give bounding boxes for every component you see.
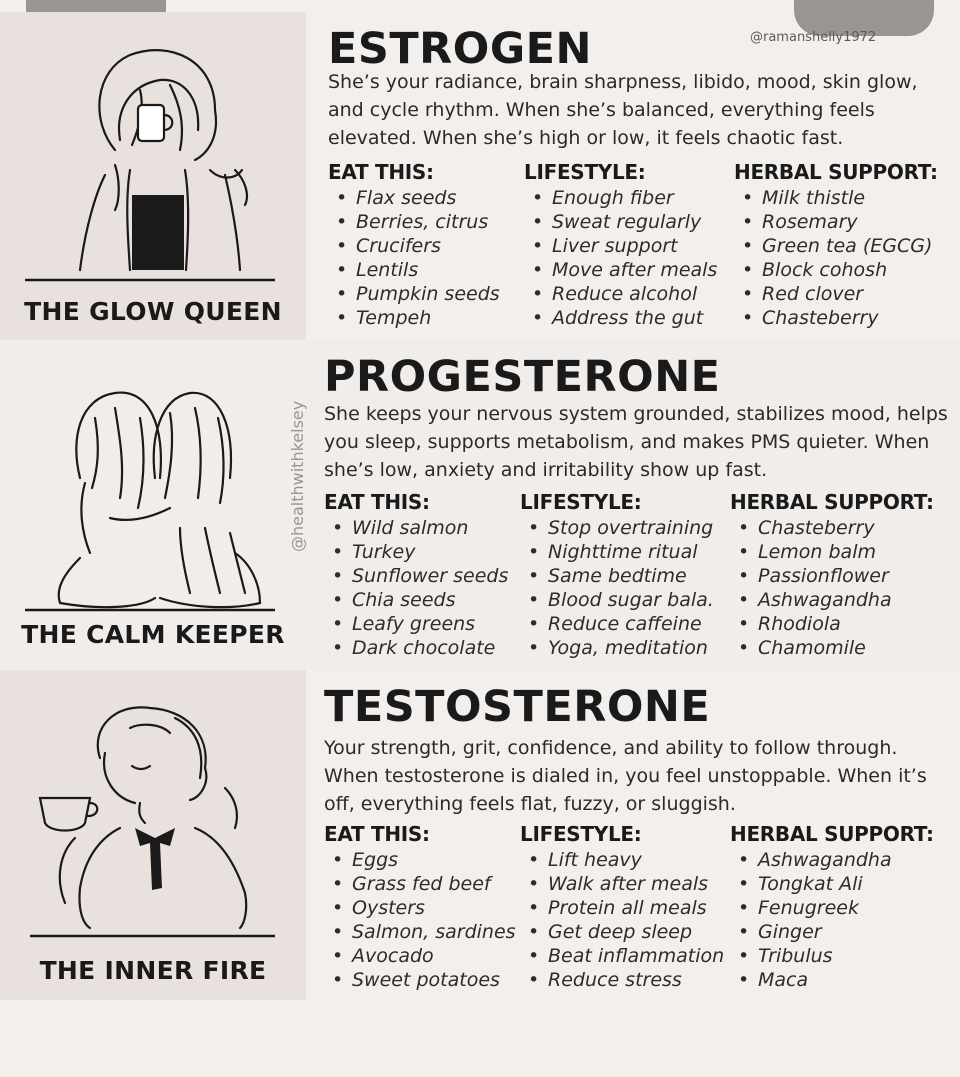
recommendation-columns: [324, 488, 954, 668]
list-item: • Berries, citrus: [328, 210, 500, 234]
herbal-heading: HERBAL SUPPORT:: [734, 160, 938, 184]
list-item: • Rosemary: [734, 210, 938, 234]
hormone-title: ESTROGEN: [328, 24, 592, 74]
list-item: • Ashwagandha: [730, 588, 934, 612]
list-item: • Yoga, meditation: [520, 636, 714, 660]
list-item: • Reduce caffeine: [520, 612, 714, 636]
list-item: • Wild salmon: [324, 516, 508, 540]
list-item: • Same bedtime: [520, 564, 714, 588]
hormone-description: Your strength, grit, confidence, and ability to follow through. When testosterone is dialed in, you feel unstoppable. When it’s off, everything feels flat, fuzzy, or sluggish.: [324, 737, 927, 815]
hormone-title: PROGESTERONE: [324, 352, 721, 402]
hormone-description: She keeps your nervous system grounded, stabilizes mood, helps you sleep, supports metabolism, and makes PMS quieter. When she’s low, anxiety and irritability show up fast.: [324, 403, 948, 481]
eat-column: [324, 820, 516, 992]
list-item: • Ashwagandha: [730, 848, 934, 872]
woman-drinking-coffee-illustration: [20, 30, 285, 290]
glow-queen-panel: [0, 12, 306, 340]
panel-name: THE INNER FIRE: [39, 956, 267, 985]
list-item: • Liver support: [524, 234, 717, 258]
list-item: • Leafy greens: [324, 612, 508, 636]
list-item: • Get deep sleep: [520, 920, 724, 944]
herbal-heading: HERBAL SUPPORT:: [730, 490, 934, 514]
watermark-side: @healthwithkelsey: [288, 400, 307, 552]
herbal-column: [734, 158, 938, 330]
testosterone-section: [0, 670, 960, 1000]
list-item: • Grass fed beef: [324, 872, 516, 896]
lifestyle-column: [520, 488, 714, 660]
herbal-heading: HERBAL SUPPORT:: [730, 822, 934, 846]
testosterone-content: [324, 670, 954, 1000]
list-item: • Oysters: [324, 896, 516, 920]
list-item: • Chamomile: [730, 636, 934, 660]
woman-with-teacup-illustration: [20, 688, 285, 948]
recommendation-columns: [324, 820, 954, 1000]
list-item: • Block cohosh: [734, 258, 938, 282]
list-item: • Sweat regularly: [524, 210, 717, 234]
list-item: • Flax seeds: [328, 186, 500, 210]
eat-column: [328, 158, 500, 330]
list-item: • Avocado: [324, 944, 516, 968]
estrogen-section: [0, 12, 960, 340]
two-women-hugging-illustration: [20, 358, 285, 618]
herbal-column: [730, 820, 934, 992]
panel-name: THE GLOW QUEEN: [24, 297, 282, 326]
lifestyle-column: [520, 820, 724, 992]
list-item: • Chia seeds: [324, 588, 508, 612]
list-item: • Nighttime ritual: [520, 540, 714, 564]
list-item: • Address the gut: [524, 306, 717, 330]
hormone-description: She’s your radiance, brain sharpness, libido, mood, skin glow, and cycle rhythm. When she’s balanced, everything feels elevated. When she’s high or low, it feels chaotic fast.: [328, 71, 918, 149]
list-item: • Tempeh: [328, 306, 500, 330]
list-item: • Tongkat Ali: [730, 872, 934, 896]
list-item: • Sunflower seeds: [324, 564, 508, 588]
lifestyle-heading: LIFESTYLE:: [524, 160, 646, 184]
list-item: • Milk thistle: [734, 186, 938, 210]
list-item: • Beat inflammation: [520, 944, 724, 968]
list-item: • Pumpkin seeds: [328, 282, 500, 306]
list-item: • Lift heavy: [520, 848, 724, 872]
list-item: • Lentils: [328, 258, 500, 282]
list-item: • Maca: [730, 968, 934, 992]
progesterone-content: [324, 340, 954, 670]
calm-keeper-panel: [0, 340, 306, 670]
eat-heading: EAT THIS:: [328, 160, 434, 184]
list-item: • Turkey: [324, 540, 508, 564]
progesterone-section: [0, 340, 960, 670]
list-item: • Chasteberry: [730, 516, 934, 540]
list-item: • Crucifers: [328, 234, 500, 258]
eat-heading: EAT THIS:: [324, 822, 430, 846]
list-item: • Move after meals: [524, 258, 717, 282]
list-item: • Reduce stress: [520, 968, 724, 992]
list-item: • Chasteberry: [734, 306, 938, 330]
list-item: • Walk after meals: [520, 872, 724, 896]
list-item: • Dark chocolate: [324, 636, 508, 660]
watermark-top: @ramanshelly1972: [750, 30, 877, 45]
list-item: • Reduce alcohol: [524, 282, 717, 306]
eat-heading: EAT THIS:: [324, 490, 430, 514]
list-item: • Ginger: [730, 920, 934, 944]
lifestyle-column: [524, 158, 717, 330]
lifestyle-heading: LIFESTYLE:: [520, 490, 642, 514]
eat-column: [324, 488, 508, 660]
estrogen-content: [328, 12, 958, 340]
lifestyle-heading: LIFESTYLE:: [520, 822, 642, 846]
list-item: • Sweet potatoes: [324, 968, 516, 992]
herbal-column: [730, 488, 934, 660]
list-item: • Fenugreek: [730, 896, 934, 920]
list-item: • Eggs: [324, 848, 516, 872]
inner-fire-panel: [0, 670, 306, 1000]
list-item: • Stop overtraining: [520, 516, 714, 540]
bottom-blank-area: [0, 1000, 960, 1077]
recommendation-columns: [328, 158, 958, 338]
list-item: • Blood sugar bala.: [520, 588, 714, 612]
list-item: • Rhodiola: [730, 612, 934, 636]
list-item: • Tribulus: [730, 944, 934, 968]
list-item: • Protein all meals: [520, 896, 724, 920]
panel-name: THE CALM KEEPER: [21, 620, 285, 649]
list-item: • Green tea (EGCG): [734, 234, 938, 258]
list-item: • Salmon, sardines: [324, 920, 516, 944]
list-item: • Lemon balm: [730, 540, 934, 564]
list-item: • Passionflower: [730, 564, 934, 588]
hormone-title: TESTOSTERONE: [324, 682, 711, 732]
list-item: • Enough fiber: [524, 186, 717, 210]
list-item: • Red clover: [734, 282, 938, 306]
